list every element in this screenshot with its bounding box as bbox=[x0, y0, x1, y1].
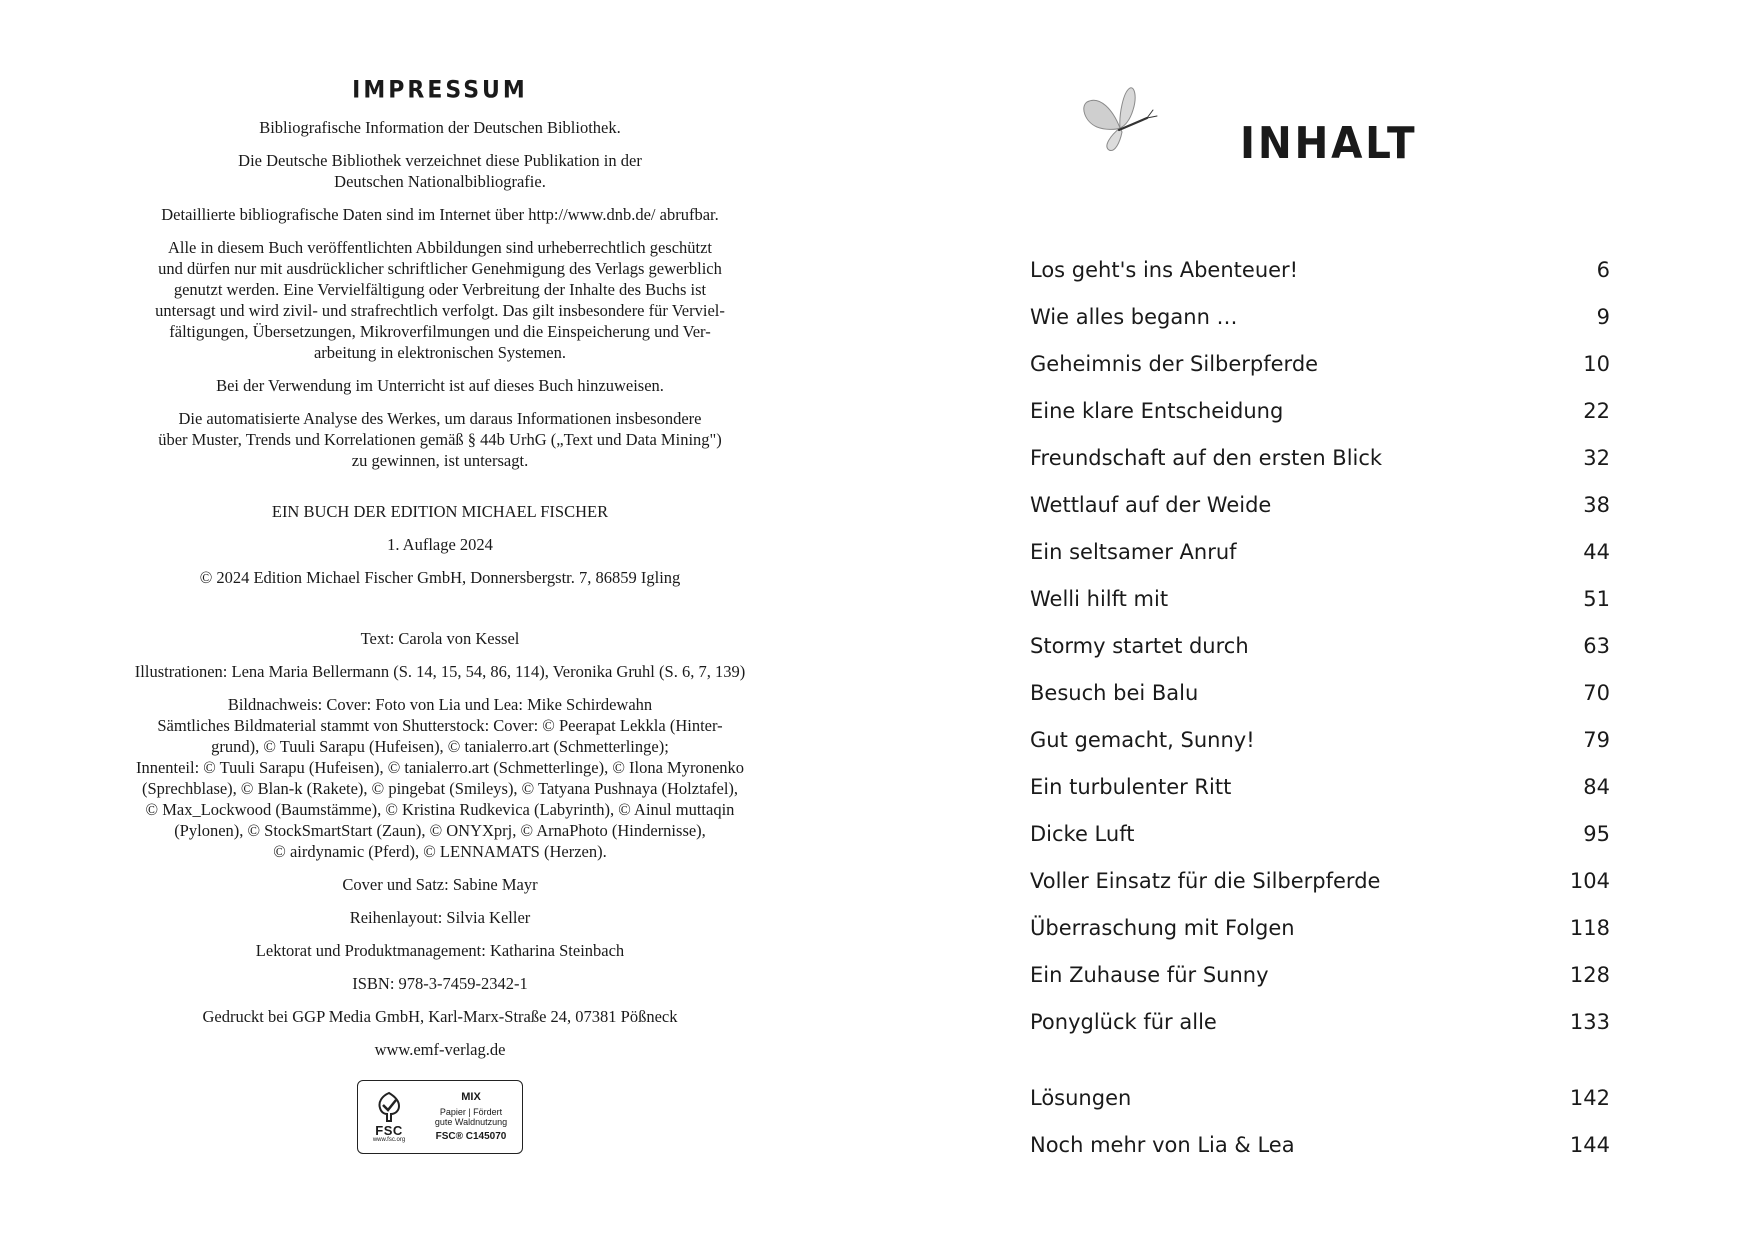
cover-credit: Cover und Satz: Sabine Mayr bbox=[342, 875, 538, 894]
fsc-logo bbox=[358, 1082, 420, 1152]
toc-entry-title: Ein seltsamer Anruf bbox=[1030, 540, 1237, 564]
toc-header bbox=[1030, 70, 1610, 200]
toc-entry-page: 6 bbox=[1596, 258, 1610, 282]
impressum-page bbox=[100, 70, 780, 1154]
toc-entry-page: 118 bbox=[1569, 916, 1610, 940]
editor-credit: Lektorat und Produktmanagement: Katharina Steinbach bbox=[255, 941, 625, 960]
toc-entry-title: Lösungen bbox=[1030, 1086, 1132, 1110]
toc-entry bbox=[1030, 866, 1610, 896]
toc-entry-page: 79 bbox=[1583, 728, 1610, 752]
toc-entry-title: Ein Zuhause für Sunny bbox=[1030, 963, 1269, 987]
toc-entry-title: Ponyglück für alle bbox=[1030, 1010, 1217, 1034]
toc-entry-title: Ein turbulenter Ritt bbox=[1030, 775, 1232, 799]
toc-entry bbox=[1030, 349, 1610, 379]
toc-entry-title: Freundschaft auf den ersten Blick bbox=[1030, 446, 1383, 470]
toc-entry-title: Eine klare Entscheidung bbox=[1030, 399, 1284, 423]
toc-entry-title: Los geht's ins Abenteuer! bbox=[1030, 258, 1299, 282]
publisher-copyright: © 2024 Edition Michael Fischer GmbH, Donnersbergstr. 7, 86859 Igling bbox=[199, 568, 681, 587]
toc-entry-title: Gut gemacht, Sunny! bbox=[1030, 728, 1255, 752]
toc-entry-page: 95 bbox=[1583, 822, 1610, 846]
toc-entry-page: 44 bbox=[1583, 540, 1610, 564]
toc-entry-title: Voller Einsatz für die Silberpferde bbox=[1030, 869, 1381, 893]
copyright-notice bbox=[100, 237, 780, 363]
text-credit: Text: Carola von Kessel bbox=[360, 629, 520, 648]
toc-entry bbox=[1030, 443, 1610, 473]
toc-entry-page: 51 bbox=[1583, 587, 1610, 611]
toc-entry-title: Stormy startet durch bbox=[1030, 634, 1249, 658]
copyright-line: und dürfen nur mit ausdrücklicher schriftlicher Genehmigung des Verlags gewerblich bbox=[158, 259, 722, 278]
fsc-code: FSC® C145070 bbox=[435, 1131, 507, 1142]
copyright-line: Alle in diesem Buch veröffentlichten Abbildungen sind urheberrechtlich geschützt bbox=[167, 238, 713, 257]
toc-entry bbox=[1030, 631, 1610, 661]
credit-line: © airdynamic (Pferd), © LENNAMATS (Herzen). bbox=[273, 842, 607, 861]
toc-extra-entry bbox=[1030, 1083, 1610, 1113]
dnb-note-line: Die Deutsche Bibliothek verzeichnet diese Publikation in der bbox=[238, 151, 642, 170]
toc-entry-title: Dicke Luft bbox=[1030, 822, 1135, 846]
illustration-credit: Illustrationen: Lena Maria Bellermann (S. 14, 15, 54, 86, 114), Veronika Gruhl (S. 6, 7, 139) bbox=[134, 662, 746, 681]
fsc-label bbox=[357, 1080, 523, 1154]
toc-entry bbox=[1030, 772, 1610, 802]
publisher-website: www.emf-verlag.de bbox=[374, 1040, 506, 1059]
toc-entry-page: 70 bbox=[1583, 681, 1610, 705]
toc-entry bbox=[1030, 584, 1610, 614]
tdm-line: über Muster, Trends und Korrelationen gemäß § 44b UrhG („Text und Data Mining") bbox=[158, 430, 722, 449]
toc-entry-page: 32 bbox=[1583, 446, 1610, 470]
credit-line: (Pylonen), © StockSmartStart (Zaun), © ONYXprj, © ArnaPhoto (Hindernisse), bbox=[174, 821, 706, 840]
tree-check-icon bbox=[372, 1090, 406, 1124]
toc-entry-page: 128 bbox=[1569, 963, 1610, 987]
fsc-line: gute Waldnutzung bbox=[434, 1117, 508, 1127]
toc-entry-page: 10 bbox=[1583, 352, 1610, 376]
copyright-line: arbeitung in elektronischen Systemen. bbox=[313, 343, 567, 362]
toc-entry-page: 63 bbox=[1583, 634, 1610, 658]
toc-entry-page: 104 bbox=[1569, 869, 1610, 893]
toc-entry bbox=[1030, 302, 1610, 332]
credit-line: Innenteil: © Tuuli Sarapu (Hufeisen), © tanialerro.art (Schmetterlinge), © Ilona Myronenko bbox=[135, 758, 745, 777]
fsc-line: Papier | Fördert bbox=[439, 1107, 503, 1117]
fsc-logo-text: FSC bbox=[375, 1123, 403, 1138]
toc-entry-page: 142 bbox=[1569, 1086, 1610, 1110]
toc-entry bbox=[1030, 537, 1610, 567]
copyright-line: genutzt werden. Eine Vervielfältigung oder Verbreitung der Inhalte des Buchs ist bbox=[173, 280, 707, 299]
edition-line: EIN BUCH DER EDITION MICHAEL FISCHER bbox=[271, 502, 609, 521]
toc-entry bbox=[1030, 396, 1610, 426]
toc-entry-title: Wettlauf auf der Weide bbox=[1030, 493, 1272, 517]
toc-entry bbox=[1030, 819, 1610, 849]
toc-entry-page: 22 bbox=[1583, 399, 1610, 423]
teaching-note: Bei der Verwendung im Unterricht ist auf dieses Buch hinzuweisen. bbox=[216, 376, 664, 395]
toc-entry bbox=[1030, 255, 1610, 285]
fsc-mix: MIX bbox=[461, 1091, 481, 1103]
credit-line: (Sprechblase), © Blan-k (Rakete), © pingebat (Smileys), © Tatyana Pushnaya (Holztafel), bbox=[141, 779, 739, 798]
credit-line: grund), © Tuuli Sarapu (Hufeisen), © tanialerro.art (Schmetterlinge); bbox=[211, 737, 669, 756]
tdm-line: Die automatisierte Analyse des Werkes, um daraus Informationen insbesondere bbox=[178, 409, 702, 428]
toc-extra-entry bbox=[1030, 1130, 1610, 1160]
series-layout-credit: Reihenlayout: Silvia Keller bbox=[349, 908, 531, 927]
credit-line: Bildnachweis: Cover: Foto von Lia und Lea: Mike Schirdewahn bbox=[227, 695, 653, 714]
toc-entry-page: 84 bbox=[1583, 775, 1610, 799]
fsc-info bbox=[420, 1092, 522, 1142]
credit-line: © Max_Lockwood (Baumstämme), © Kristina Rudkevica (Labyrinth), © Ainul muttaqin bbox=[145, 800, 735, 819]
toc-entry bbox=[1030, 960, 1610, 990]
toc-entry-title: Besuch bei Balu bbox=[1030, 681, 1199, 705]
dnb-note-line: Deutschen Nationalbibliografie. bbox=[334, 172, 546, 191]
toc-entry-title: Geheimnis der Silberpferde bbox=[1030, 352, 1319, 376]
butterfly-icon bbox=[1075, 80, 1165, 160]
text-data-mining-note bbox=[100, 408, 780, 471]
edition-year: 1. Auflage 2024 bbox=[387, 535, 493, 554]
toc-entry bbox=[1030, 678, 1610, 708]
table-of-contents-page bbox=[1030, 70, 1610, 1157]
isbn: ISBN: 978-3-7459-2342-1 bbox=[352, 974, 528, 993]
toc-entry bbox=[1030, 725, 1610, 755]
toc-entry bbox=[1030, 913, 1610, 943]
impressum-title: IMPRESSUM bbox=[352, 76, 528, 105]
credit-line: Sämtliches Bildmaterial stammt von Shutterstock: Cover: © Peerapat Lekkla (Hinter- bbox=[157, 716, 723, 735]
fsc-url: www.fsc.org bbox=[372, 1137, 406, 1143]
toc-entry-title: Noch mehr von Lia & Lea bbox=[1030, 1133, 1295, 1157]
dnb-url-note: Detaillierte bibliografische Daten sind im Internet über http://www.dnb.de/ abrufbar. bbox=[161, 205, 719, 224]
tdm-line: zu gewinnen, ist untersagt. bbox=[351, 451, 529, 470]
printer-credit: Gedruckt bei GGP Media GmbH, Karl-Marx-Straße 24, 07381 Pößneck bbox=[202, 1007, 678, 1026]
toc-entry-title: Wie alles begann … bbox=[1030, 305, 1238, 329]
toc-entry-page: 144 bbox=[1569, 1133, 1610, 1157]
toc-entry-title: Überraschung mit Folgen bbox=[1030, 916, 1295, 940]
toc-entry-page: 38 bbox=[1583, 493, 1610, 517]
toc-title: INHALT bbox=[1240, 118, 1418, 169]
toc-entry-page: 9 bbox=[1596, 305, 1610, 329]
bibliographic-info: Bibliografische Information der Deutschen Bibliothek. bbox=[259, 118, 621, 137]
toc-entry-title: Welli hilft mit bbox=[1030, 587, 1169, 611]
dnb-note bbox=[100, 150, 780, 192]
picture-credits bbox=[100, 694, 780, 862]
toc-entry bbox=[1030, 1007, 1610, 1037]
toc-entry bbox=[1030, 490, 1610, 520]
copyright-line: untersagt und wird zivil- und strafrechtlich verfolgt. Das gilt insbesondere für Verviel- bbox=[155, 301, 725, 320]
copyright-line: fältigungen, Übersetzungen, Mikroverfilmungen und die Einspeicherung und Ver- bbox=[169, 322, 711, 341]
toc-entry-page: 133 bbox=[1569, 1010, 1610, 1034]
